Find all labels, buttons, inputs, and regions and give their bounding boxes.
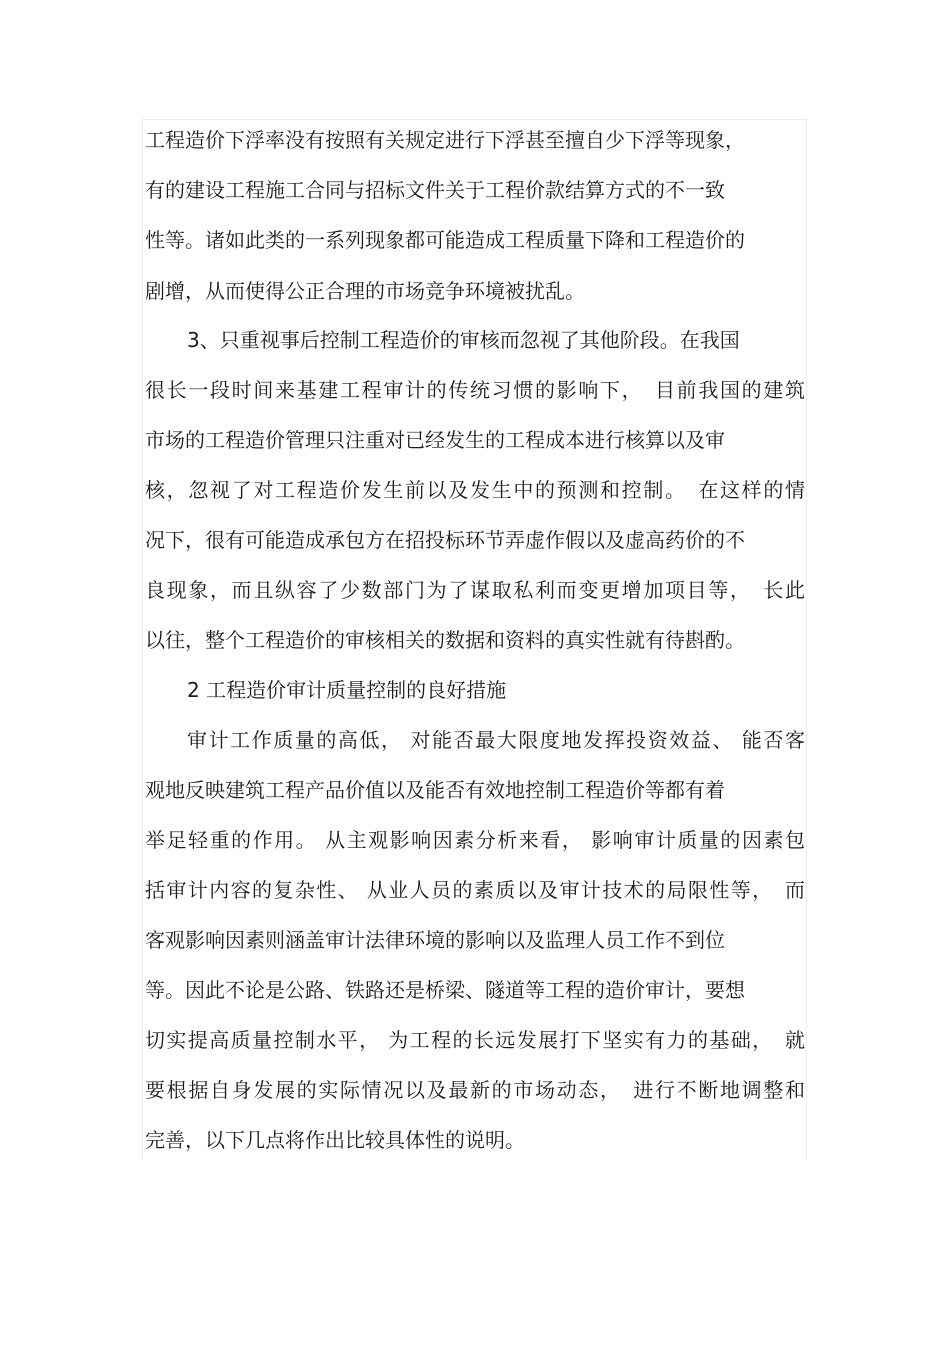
text-line-16: 括审计内容的复杂性、 从业人员的素质以及审计技术的局限性等， 而 bbox=[145, 878, 805, 902]
text-line-21: 完善，以下几点将作出比较具体性的说明。 bbox=[145, 1128, 525, 1152]
section-item-3-heading: 3、只重视事后控制工程造价的审核而忽视了其他阶段。在我国 bbox=[187, 328, 740, 352]
paragraph-start-line: 审计工作质量的高低， 对能否最大限度地发挥投资效益、 能否客 bbox=[187, 728, 805, 752]
text-line-10: 良现象，而且纵容了少数部门为了谋取私利而变更增加项目等， 长此 bbox=[145, 578, 805, 602]
text-line-1: 工程造价下浮率没有按照有关规定进行下浮甚至擅自少下浮等现象， bbox=[145, 128, 745, 152]
text-line-14: 观地反映建筑工程产品价值以及能否有效地控制工程造价等都有着 bbox=[145, 778, 725, 802]
text-line-2: 有的建设工程施工合同与招标文件关于工程价款结算方式的不一致 bbox=[145, 178, 725, 202]
text-line-15: 举足轻重的作用。 从主观影响因素分析来看， 影响审计质量的因素包 bbox=[145, 828, 805, 852]
text-line-20: 要根据自身发展的实际情况以及最新的市场动态， 进行不断地调整和 bbox=[145, 1078, 805, 1102]
text-line-11: 以往，整个工程造价的审核相关的数据和资料的真实性就有待斟酌。 bbox=[145, 628, 745, 652]
text-line-9: 况下，很有可能造成承包方在招投标环节弄虚作假以及虚高药价的不 bbox=[145, 528, 745, 552]
text-line-8: 核，忽视了对工程造价发生前以及发生中的预测和控制。 在这样的情 bbox=[145, 478, 805, 502]
section-heading-2: 2 工程造价审计质量控制的良好措施 bbox=[187, 678, 507, 702]
text-line-17: 客观影响因素则涵盖审计法律环境的影响以及监理人员工作不到位 bbox=[145, 928, 725, 952]
text-line-4: 剧增，从而使得公正合理的市场竞争环境被扰乱。 bbox=[145, 279, 585, 303]
text-line-7: 市场的工程造价管理只注重对已经发生的工程成本进行核算以及审 bbox=[145, 428, 725, 452]
text-line-6: 很长一段时间来基建工程审计的传统习惯的影响下， 目前我国的建筑 bbox=[145, 378, 805, 402]
text-line-19: 切实提高质量控制水平， 为工程的长远发展打下坚实有力的基础， 就 bbox=[145, 1028, 805, 1052]
text-line-18: 等。因此不论是公路、铁路还是桥梁、隧道等工程的造价审计，要想 bbox=[145, 978, 745, 1002]
text-line-3: 性等。诸如此类的一系列现象都可能造成工程质量下降和工程造价的 bbox=[145, 228, 745, 252]
